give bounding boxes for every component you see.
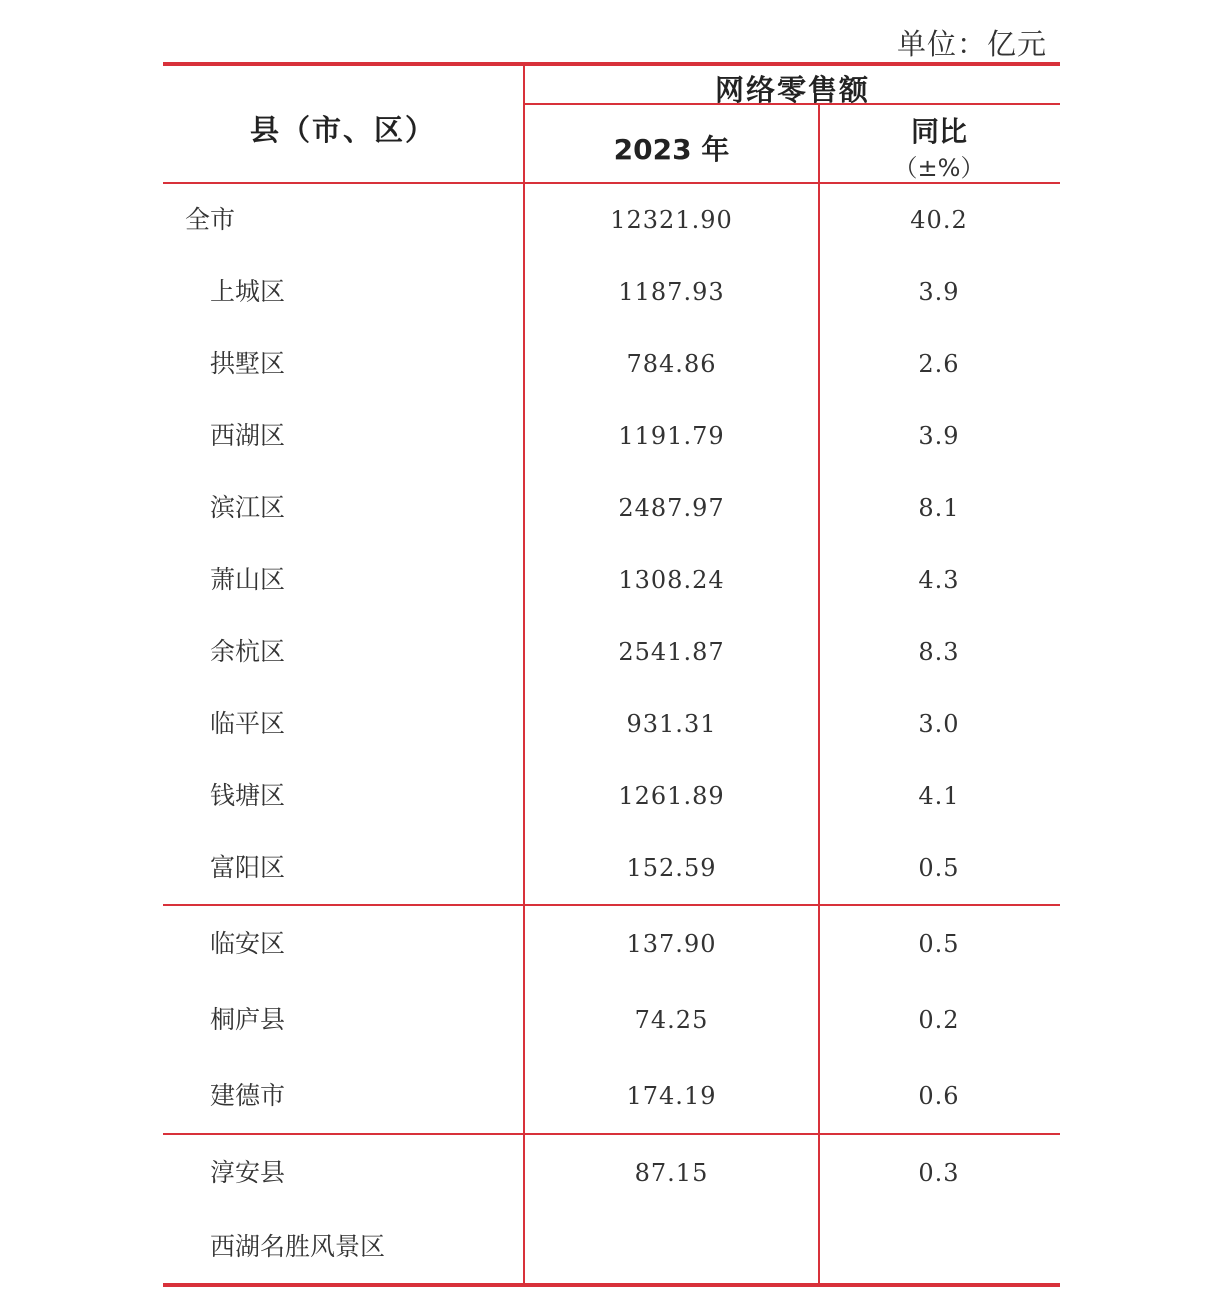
row-value: 931.31 bbox=[626, 710, 717, 738]
row-name: 桐庐县 bbox=[210, 1005, 286, 1034]
row-yoy: 0.2 bbox=[918, 1006, 960, 1034]
row-yoy: 0.5 bbox=[918, 930, 960, 958]
section-rule-1 bbox=[163, 904, 1060, 906]
row-yoy bbox=[820, 1232, 1058, 1262]
row-value: 137.90 bbox=[626, 930, 717, 958]
row-name: 萧山区 bbox=[210, 565, 286, 594]
row-name: 建德市 bbox=[210, 1081, 286, 1110]
row-value: 1187.93 bbox=[618, 278, 725, 306]
row-yoy: 3.9 bbox=[918, 278, 960, 306]
row-name: 余杭区 bbox=[210, 637, 286, 666]
unit-label: 单位：亿元 bbox=[896, 27, 1047, 61]
row-yoy: 4.3 bbox=[918, 566, 960, 594]
table-top-rule bbox=[163, 62, 1060, 66]
row-name: 西湖区 bbox=[210, 421, 286, 450]
row-value bbox=[525, 1232, 818, 1262]
row-value: 1191.79 bbox=[618, 422, 725, 450]
row-value: 12321.90 bbox=[610, 206, 733, 234]
row-yoy: 4.1 bbox=[918, 782, 960, 810]
row-yoy: 3.9 bbox=[918, 422, 960, 450]
row-yoy: 0.5 bbox=[918, 854, 960, 882]
row-yoy: 8.3 bbox=[918, 638, 960, 666]
header-online-retail: 网络零售额 bbox=[714, 73, 870, 107]
row-yoy: 3.0 bbox=[918, 710, 960, 738]
header-year: 2023 年 bbox=[613, 133, 730, 166]
row-value: 74.25 bbox=[634, 1006, 709, 1034]
row-name: 全市 bbox=[185, 205, 236, 234]
row-name: 钱塘区 bbox=[210, 781, 286, 810]
row-yoy: 0.6 bbox=[918, 1082, 960, 1110]
row-name: 富阳区 bbox=[210, 853, 286, 882]
row-name: 临安区 bbox=[210, 929, 286, 958]
row-value: 152.59 bbox=[626, 854, 717, 882]
section-rule-2 bbox=[163, 1133, 1060, 1135]
row-value: 784.86 bbox=[626, 350, 717, 378]
row-yoy: 40.2 bbox=[910, 206, 968, 234]
row-value: 1261.89 bbox=[618, 782, 725, 810]
row-name: 上城区 bbox=[210, 277, 286, 306]
row-value: 87.15 bbox=[634, 1159, 709, 1187]
row-value: 174.19 bbox=[626, 1082, 717, 1110]
row-name: 临平区 bbox=[210, 709, 286, 738]
row-name: 西湖名胜风景区 bbox=[210, 1232, 386, 1261]
row-value: 2541.87 bbox=[618, 638, 725, 666]
row-name: 拱墅区 bbox=[210, 349, 286, 378]
row-yoy: 0.3 bbox=[918, 1159, 960, 1187]
row-value: 2487.97 bbox=[618, 494, 725, 522]
row-name: 滨江区 bbox=[210, 493, 286, 522]
row-yoy: 8.1 bbox=[918, 494, 960, 522]
row-yoy: 2.6 bbox=[918, 350, 960, 378]
header-yoy-unit: （±%） bbox=[893, 154, 985, 182]
header-region: 县（市、区） bbox=[249, 113, 436, 147]
row-value: 1308.24 bbox=[618, 566, 725, 594]
header-yoy: 同比 bbox=[910, 115, 967, 148]
table-bottom-rule bbox=[163, 1283, 1060, 1287]
row-name: 淳安县 bbox=[210, 1158, 286, 1187]
